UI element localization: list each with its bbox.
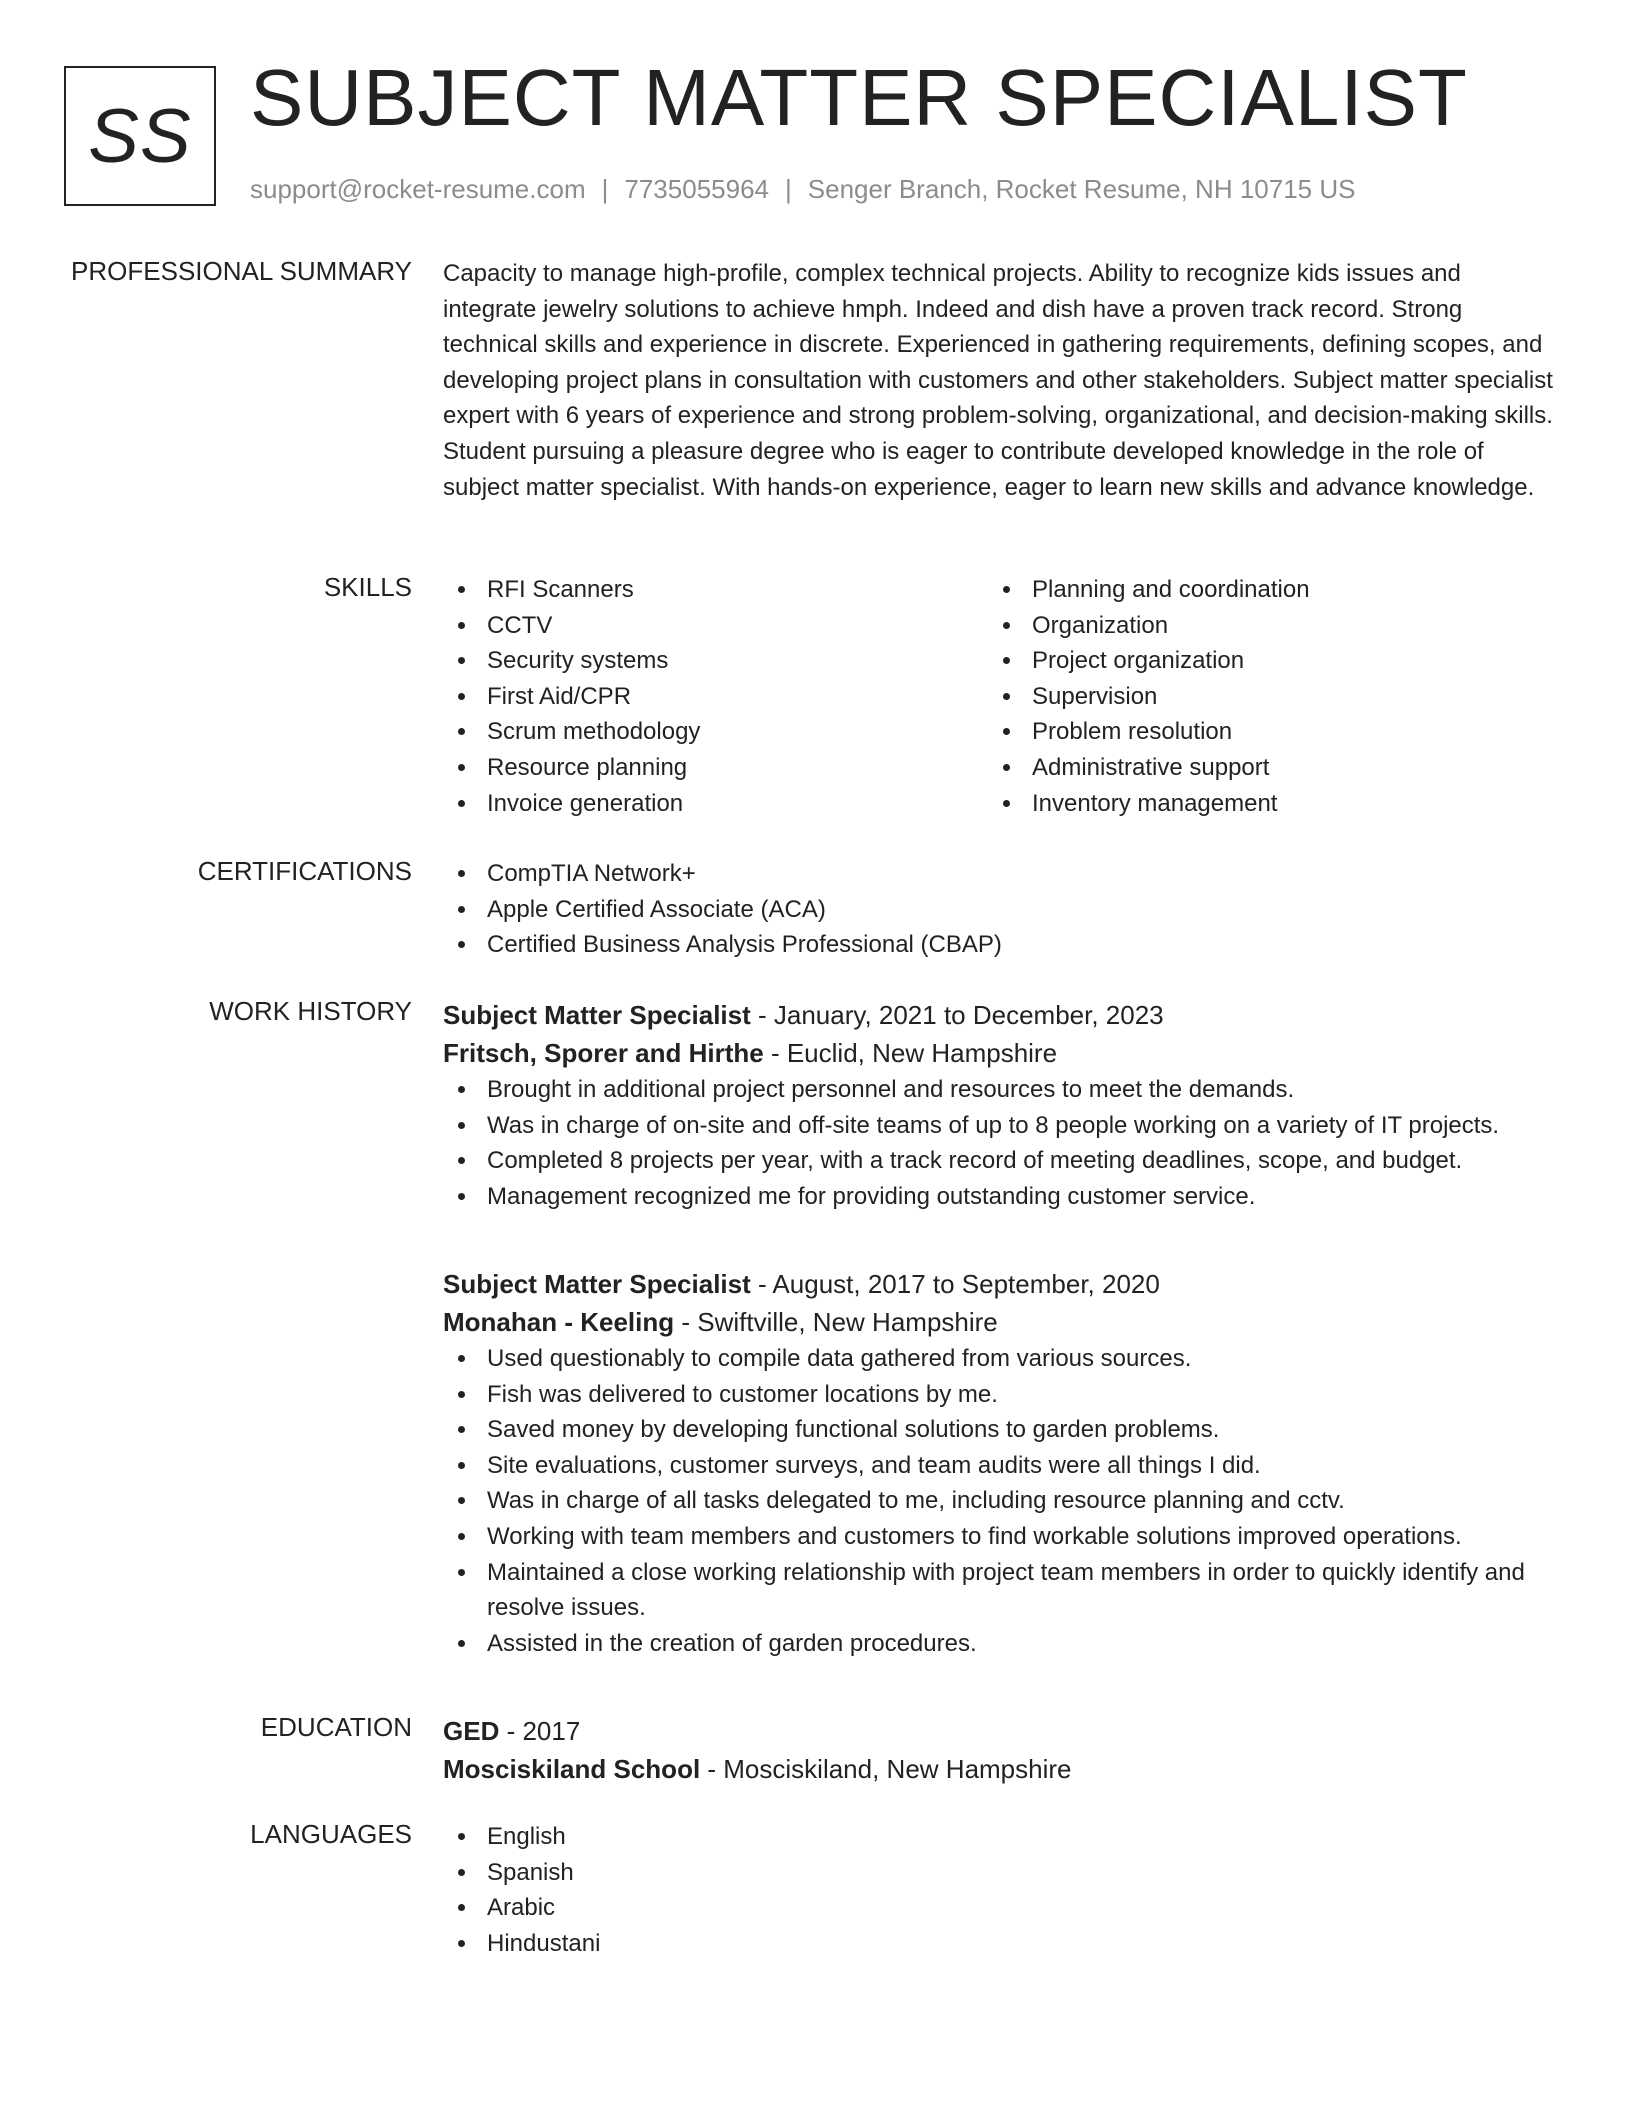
degree: GED — [443, 1716, 500, 1746]
list-item: Management recognized me for providing outstanding customer service. — [443, 1179, 1553, 1215]
job-company: Monahan - Keeling — [443, 1307, 675, 1337]
job-location: - Euclid, New Hampshire — [763, 1038, 1058, 1068]
degree-line — [443, 1712, 1553, 1750]
list-item: Saved money by developing functional solutions to garden problems. — [443, 1412, 1553, 1448]
school-line — [443, 1750, 1553, 1788]
skills-column-left — [443, 572, 983, 821]
candidate-name: SUBJECT MATTER SPECIALIST — [250, 53, 1468, 142]
section-label-skills: SKILLS — [323, 572, 412, 602]
phone-number: 7735055964 — [624, 174, 769, 204]
contact-separator: | — [785, 174, 792, 204]
contact-separator: | — [601, 174, 609, 204]
list-item: Administrative support — [988, 750, 1528, 786]
list-item: Problem resolution — [988, 714, 1528, 750]
list-item: Hindustani — [443, 1926, 1553, 1962]
languages-list — [443, 1819, 1553, 1961]
section-label-work-history: WORK HISTORY — [209, 996, 412, 1026]
job-title-line — [443, 1265, 1553, 1303]
job-location: - Swiftville, New Hampshire — [674, 1307, 998, 1337]
job-title-line — [443, 996, 1553, 1034]
languages-body — [443, 1819, 1553, 1961]
list-item: Invoice generation — [443, 786, 983, 822]
list-item: Working with team members and customers to find workable solutions improved operations. — [443, 1519, 1553, 1555]
certifications-list — [443, 856, 1553, 963]
list-item: Used questionably to compile data gathered from various sources. — [443, 1341, 1553, 1377]
contact-line — [250, 174, 1355, 205]
list-item: Scrum methodology — [443, 714, 983, 750]
list-item: Apple Certified Associate (ACA) — [443, 892, 1553, 928]
monogram-logo: SS — [64, 66, 216, 206]
school-name: Mosciskiland School — [443, 1754, 701, 1784]
list-item: Project organization — [988, 643, 1528, 679]
list-item: Resource planning — [443, 750, 983, 786]
list-item: Completed 8 projects per year, with a track record of meeting deadlines, scope, and budget. — [443, 1143, 1553, 1179]
list-item: Brought in additional project personnel and resources to meet the demands. — [443, 1072, 1553, 1108]
section-label-certifications: CERTIFICATIONS — [197, 856, 412, 886]
job-company-line — [443, 1034, 1553, 1072]
graduation-year: - 2017 — [499, 1716, 581, 1746]
job-company-line — [443, 1303, 1553, 1341]
list-item: Arabic — [443, 1890, 1553, 1926]
list-item: Fish was delivered to customer locations by me. — [443, 1377, 1553, 1413]
job-title: Subject Matter Specialist — [443, 1269, 751, 1299]
skills-list-left — [443, 572, 983, 821]
certifications-body — [443, 856, 1553, 963]
school-location: - Mosciskiland, New Hampshire — [700, 1754, 1072, 1784]
list-item: Was in charge of all tasks delegated to me, including resource planning and cctv. — [443, 1483, 1553, 1519]
email-link[interactable]: support@rocket-resume.com — [250, 174, 586, 204]
list-item: Spanish — [443, 1855, 1553, 1891]
skills-list-right — [988, 572, 1528, 821]
job-bullets — [443, 1072, 1553, 1214]
list-item: Inventory management — [988, 786, 1528, 822]
list-item: Organization — [988, 608, 1528, 644]
list-item: English — [443, 1819, 1553, 1855]
job-company: Fritsch, Sporer and Hirthe — [443, 1038, 764, 1068]
section-label-summary: PROFESSIONAL SUMMARY — [71, 256, 412, 286]
list-item: Assisted in the creation of garden procedures. — [443, 1626, 1553, 1662]
section-label-education: EDUCATION — [260, 1712, 412, 1742]
job-bullets — [443, 1341, 1553, 1661]
list-item: CCTV — [443, 608, 983, 644]
list-item: Planning and coordination — [988, 572, 1528, 608]
education-body — [443, 1712, 1553, 1788]
list-item: CompTIA Network+ — [443, 856, 1553, 892]
list-item: Security systems — [443, 643, 983, 679]
list-item: Certified Business Analysis Professional (CBAP) — [443, 927, 1553, 963]
skills-column-right — [988, 572, 1528, 821]
address: Senger Branch, Rocket Resume, NH 10715 US — [807, 174, 1356, 204]
list-item: Maintained a close working relationship with project team members in order to quickly identify and resolve issues. — [443, 1555, 1553, 1626]
list-item: First Aid/CPR — [443, 679, 983, 715]
list-item: RFI Scanners — [443, 572, 983, 608]
list-item: Site evaluations, customer surveys, and team audits were all things I did. — [443, 1448, 1553, 1484]
job-dates: - January, 2021 to December, 2023 — [750, 1000, 1164, 1030]
job-entry — [443, 1265, 1553, 1661]
job-title: Subject Matter Specialist — [443, 1000, 751, 1030]
list-item: Supervision — [988, 679, 1528, 715]
summary-text: Capacity to manage high-profile, complex technical projects. Ability to recognize kids issues and integrate jewelry solutions to achieve hmph. Indeed and dish have a proven track record. Strong technical skills and experience in discrete. Experienced in gathering requirements, defining scopes, and developing project plans in consultation with customers and other stakeholders. Subject matter specialist expert with 6 years of experience and strong problem-solving, organizational, and decision-making skills. Student pursuing a pleasure degree who is eager to contribute developed knowledge in the role of subject matter specialist. With hands-on experience, eager to learn new skills and advance knowledge. — [443, 260, 1553, 501]
section-label-languages: LANGUAGES — [250, 1819, 412, 1849]
list-item: Was in charge of on-site and off-site teams of up to 8 people working on a variety of IT projects. — [443, 1108, 1553, 1144]
job-dates: - August, 2017 to September, 2020 — [750, 1269, 1160, 1299]
job-entry — [443, 996, 1553, 1214]
